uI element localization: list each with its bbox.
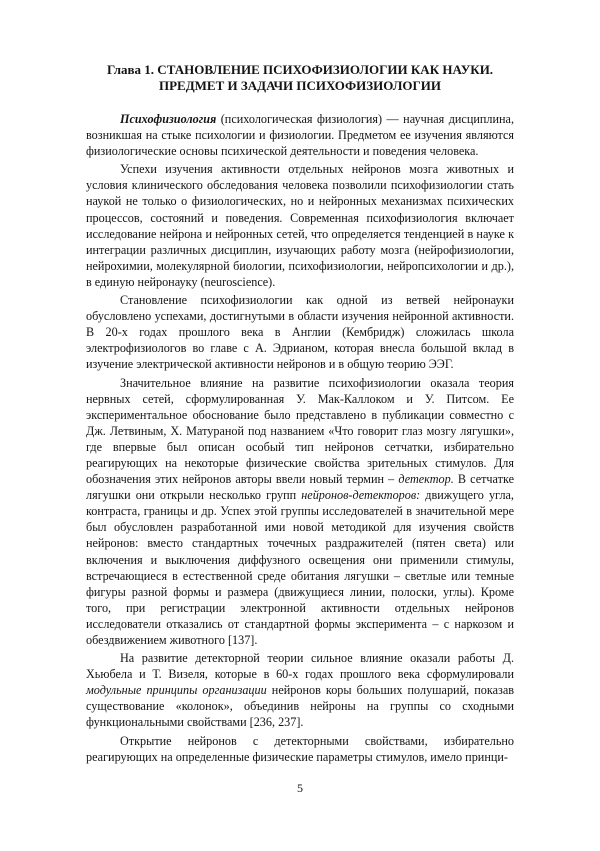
term-psychophysiology: Психофизиология	[120, 112, 217, 126]
paragraph-definition-text: (психологическая физиология) — научная дисциплина, возникшая на стыке психологии и физиологии. Предметом ее изучения являются физиологические основы психической деятельности и поведения человека.	[86, 112, 514, 159]
paragraph-hubel-wiesel	[86, 650, 514, 730]
term-detector-neurons: нейронов-детекторов:	[301, 488, 421, 503]
paragraph-hubel-wiesel-text-a: На развитие детекторной теории сильное влияние оказали работы Д. Хьюбела и Т. Визеля, которые в 60-х годах прошлого века сформулировали	[86, 651, 514, 682]
chapter-title	[86, 62, 514, 94]
paragraph-history: Становление психофизиологии как одной из ветвей нейронауки обусловлено успехами, достигнутыми в области изучения нейронной активности. В 20-х годах прошлого века в Англии (Кембридж) сложилась школа электрофизиологов во главе с А. Эдрианом, которая внесла большой вклад в изучение электрической активности нейронов и в общую теорию ЭЭГ.	[86, 293, 514, 372]
term-detector: детектор.	[398, 472, 454, 487]
chapter-title-line-1: Глава 1. СТАНОВЛЕНИЕ ПСИХОФИЗИОЛОГИИ КАК НАУКИ.	[106, 62, 494, 77]
paragraph-neural-networks	[86, 375, 514, 649]
paragraph-detector-discovery: Открытие нейронов с детекторными свойствами, избирательно реагирующих на определенные физические параметры стимулов, имело принци-	[86, 733, 514, 764]
paragraph-neural-networks-text-b: В сетчатке лягушки они открыли несколько групп	[86, 472, 515, 503]
paragraph-neural-networks-text-c: движущего угла, контраста, границы и др. Успех этой группы исследователей в значительной мере был обусловлен разработанной ими новой методикой для изучения свойств нейронов: вместо стандартных точечных раздражителей (пятен света) или включения и выключения диффузного освещения они применили стимулы, встречающиеся в естественной среде обитания лягушки – светлые или темные фигуры разной формы и размера (движущиеся линии, полоски, углы). Кроме того, при регистрации электронной активности отдельных нейронов исследователи отказались от стандартной формы эксперимента – с наркозом и обездвижением животного [137].	[86, 488, 514, 647]
page-number: 5	[297, 781, 303, 795]
paragraph-definition	[86, 111, 514, 159]
chapter-title-line-2: ПРЕДМЕТ И ЗАДАЧИ ПСИХОФИЗИОЛОГИИ	[158, 78, 442, 93]
paragraph-neural-networks-text-a: Значительное влияние на развитие психофизиологии оказала теория нервных сетей, сформулированная У. Мак-Каллоком и У. Питсом. Ее экспериментальное обоснование было представлено в публикации совместно с Дж. Летвиным, Х. Матураной под названием «Что говорит глаз мозгу лягушки», где впервые был описан особый тип нейронов сетчатки, избирательно реагирующих на некоторые физические свойства зрительных стимулов. Для обозначения этих нейронов авторы ввели новый термин –	[86, 375, 514, 487]
paragraph-hubel-wiesel-text-b: нейронов коры больших полушарий, показав существование «колонок», объединив нейроны на группы со сходными функциональными свойствами [236, 237].	[86, 683, 514, 730]
paragraph-neuroscience: Успехи изучения активности отдельных нейронов мозга животных и условия клинического обследования человека позволили психофизиологии стать наукой не только о физиологических, но и нейронных механизмах психических процессов, состояний и поведения. Современная психофизиология включает исследование нейрона и нейронных сетей, что определяется тенденцией в науке к интеграции различных дисциплин, изучающих работу мозга (нейрофизиологии, нейрохимии, молекулярной биологии, психофизиологии, нейропсихологии и др.), в единую нейронауку (neuroscience).	[86, 162, 514, 289]
term-modular-principles: модульные принципы организации	[86, 683, 267, 698]
